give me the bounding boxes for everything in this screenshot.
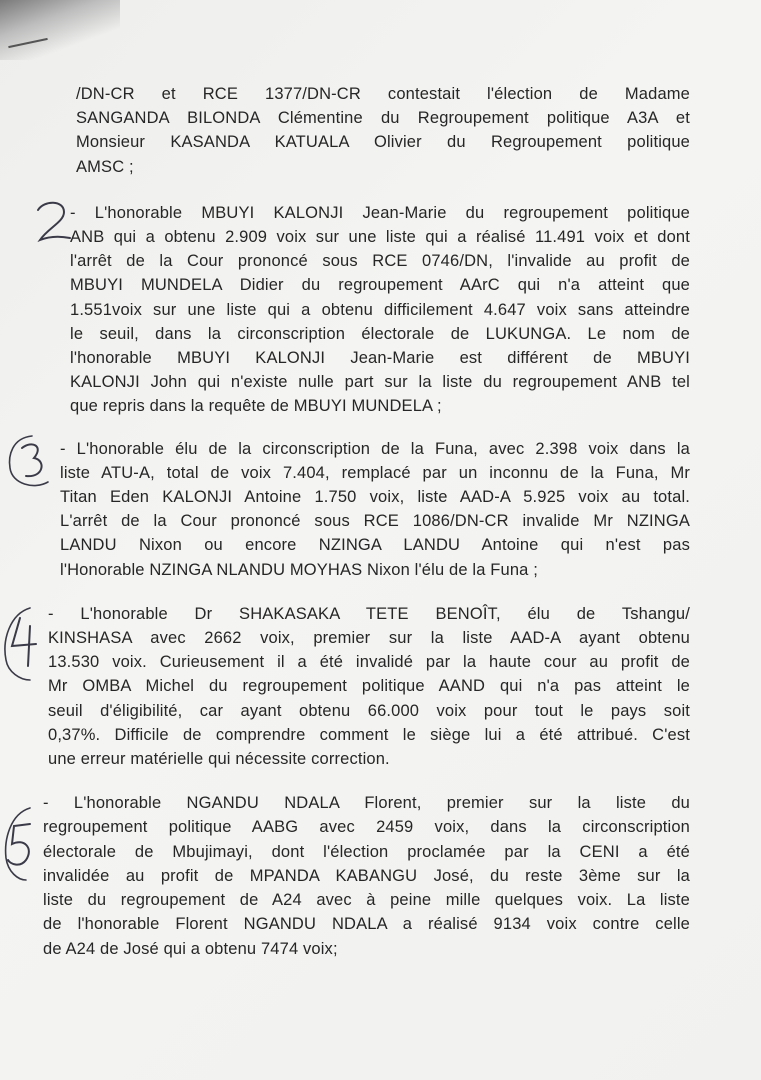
text-line: l'honorable MBUYI KALONJI Jean-Marie est différent de MBUYI xyxy=(70,349,690,368)
text-line: l'Honorable NZINGA NLANDU MOYHAS Nixon l'élu de la Funa ; xyxy=(60,560,538,579)
text-line: que repris dans la requête de MBUYI MUNDELA ; xyxy=(70,397,442,416)
text-line: de l'honorable Florent NGANDU NDALA a réalisé 9134 voix contre celle xyxy=(43,915,690,934)
text-line: LANDU Nixon ou encore NZINGA LANDU Antoine qui n'est pas xyxy=(60,536,690,555)
text-line: - L'honorable Dr SHAKASAKA TETE BENOÎT, élu de Tshangu/ xyxy=(48,604,690,623)
text-line: 0,37%. Difficile de comprendre comment le siège lui a été attribué. C'est xyxy=(48,725,690,744)
paragraph-1 xyxy=(40,82,690,179)
handwritten-marker-5 xyxy=(0,804,44,884)
paragraph-5 xyxy=(40,791,690,960)
text-line: AMSC ; xyxy=(76,157,134,176)
text-line: 1.551voix sur une liste qui a obtenu difficilement 4.647 voix sans atteindre xyxy=(70,300,690,319)
text-line: liste ATU-A, total de voix 7.404, remplacé par un inconnu de la Funa, Mr xyxy=(60,463,690,482)
text-line: Mr OMBA Michel du regroupement politique AAND qui n'a pas atteint le xyxy=(48,677,690,696)
text-line: regroupement politique AABG avec 2459 voix, dans la circonscription xyxy=(43,818,690,837)
paragraph-2 xyxy=(40,201,690,419)
document-body xyxy=(40,82,690,961)
text-line: - L'honorable MBUYI KALONJI Jean-Marie du regroupement politique xyxy=(70,203,690,222)
text-line: liste du regroupement de A24 avec à peine mille quelques voix. La liste xyxy=(43,891,690,910)
text-line: - L'honorable NGANDU NDALA Florent, premier sur la liste du xyxy=(43,794,690,813)
text-line: le seuil, dans la circonscription électorale de LUKUNGA. Le nom de xyxy=(70,324,690,343)
text-line: ANB qui a obtenu 2.909 voix sur une liste qui a réalisé 11.491 voix et dont xyxy=(70,228,690,247)
text-line: - L'honorable élu de la circonscription de la Funa, avec 2.398 voix dans la xyxy=(60,439,690,458)
text-line: KINSHASA avec 2662 voix, premier sur la liste AAD-A ayant obtenu xyxy=(48,629,690,648)
text-line: une erreur matérielle qui nécessite correction. xyxy=(48,750,390,769)
page-corner-shadow xyxy=(0,0,120,60)
text-line: 13.530 voix. Curieusement il a été invalidé par la haute cour au profit de xyxy=(48,653,690,672)
text-line: Monsieur KASANDA KATUALA Olivier du Regroupement politique xyxy=(76,133,690,152)
text-line: électorale de Mbujimayi, dont l'élection proclamée par la CENI a été xyxy=(43,842,690,861)
text-line: seuil d'éligibilité, car ayant obtenu 66.000 voix pour tout le pays soit xyxy=(48,701,690,720)
text-line: invalidée au profit de MPANDA KABANGU José, du reste 3ème sur la xyxy=(43,866,690,885)
paragraph-3 xyxy=(40,437,690,582)
text-line: /DN-CR et RCE 1377/DN-CR contestait l'élection de Madame xyxy=(76,85,690,103)
text-line: MBUYI MUNDELA Didier du regroupement AArC qui n'a atteint que xyxy=(70,276,690,295)
text-line: Titan Eden KALONJI Antoine 1.750 voix, liste AAD-A 5.925 voix au total. xyxy=(60,488,690,507)
text-line: l'arrêt de la Cour prononcé sous RCE 0746/DN, l'invalide au profit de xyxy=(70,252,690,271)
text-line: SANGANDA BILONDA Clémentine du Regroupement politique A3A et xyxy=(76,109,690,128)
paragraph-4 xyxy=(40,602,690,771)
text-line: KALONJI John qui n'existe nulle part sur la liste du regroupement ANB tel xyxy=(70,373,690,392)
text-line: de A24 de José qui a obtenu 7474 voix; xyxy=(43,939,338,958)
text-line: L'arrêt de la Cour prononcé sous RCE 1086/DN-CR invalide Mr NZINGA xyxy=(60,512,690,531)
